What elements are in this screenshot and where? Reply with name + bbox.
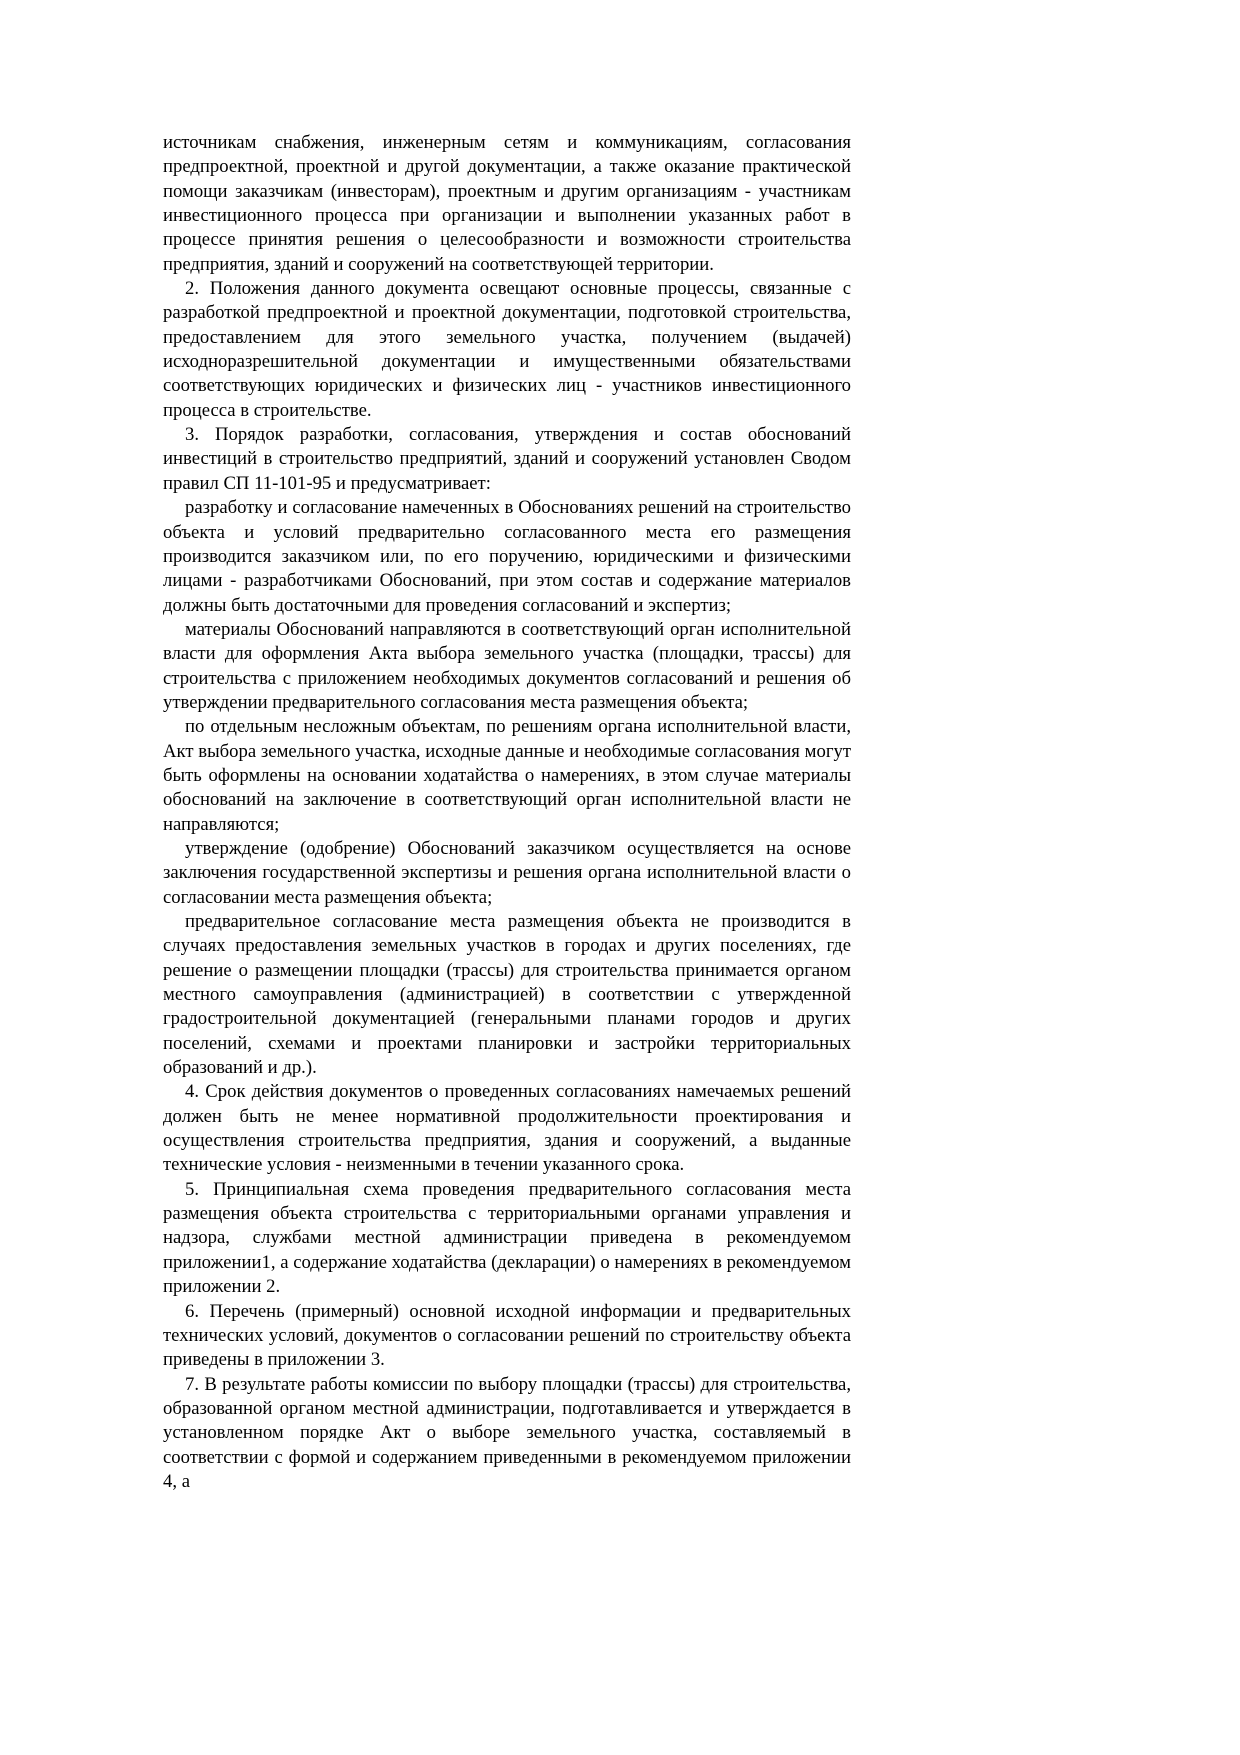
paragraph-bullet-2: материалы Обоснований направляются в соответствующий орган исполнительной власти для оформления Акта выбора земельного участка (площадки, трассы) для строительства с приложением необходимых документов согласований и решения об утверждении предварительного согласования места размещения объекта; — [163, 618, 851, 713]
paragraph-item-3: 3. Порядок разработки, согласования, утверждения и состав обоснований инвестиций в строительство предприятий, зданий и сооружений установлен Сводом правил СП 11-101-95 и предусматривает: — [163, 424, 851, 494]
document-text-column — [163, 131, 851, 1494]
paragraph-item-2: 2. Положения данного документа освещают основные процессы, связанные с разработкой предпроектной и проектной документации, подготовкой строительства, предоставлением для этого земельного участка, получением (выдачей) исходноразрешительной документации и имущественными обязательствами соответствующих юридических и физических лиц - участников инвестиционного процесса в строительстве. — [163, 278, 851, 421]
paragraph-item-6: 6. Перечень (примерный) основной исходной информации и предварительных технических условий, документов о согласовании решений по строительству объекта приведены в приложении 3. — [163, 1300, 851, 1371]
paragraph-continuation: источникам снабжения, инженерным сетям и коммуникациям, согласования предпроектной, проектной и другой документации, а также оказание практической помощи заказчикам (инвесторам), проектным и другим организациям - участникам инвестиционного процесса при организации и выполнении указанных работ в процессе принятия решения о целесообразности и возможности строительства предприятия, зданий и сооружений на соответствующей территории. — [163, 132, 851, 275]
paragraph-bullet-4: утверждение (одобрение) Обоснований заказчиком осуществляется на основе заключения государственной экспертизы и решения органа исполнительной власти о согласовании места размещения объекта; — [163, 837, 851, 908]
paragraph-item-4: 4. Срок действия документов о проведенных согласованиях намечаемых решений должен быть не менее нормативной продолжительности проектирования и осуществления строительства предприятия, здания и сооружений, а выданные технические условия - неизменными в течении указанного срока. — [163, 1081, 851, 1176]
paragraph-bullet-1: разработку и согласование намеченных в Обоснованиях решений на строительство объекта и условий предварительно согласованного места его размещения производится заказчиком или, по его поручению, юридическими и физическими лицами - разработчиками Обоснований, при этом состав и содержание материалов должны быть достаточными для проведения согласований и экспертиз; — [163, 497, 851, 616]
paragraph-bullet-5: предварительное согласование места размещения объекта не производится в случаях предоставления земельных участков в городах и других поселениях, где решение о размещении площадки (трассы) для строительства принимается органом местного самоуправления (администрацией) в соответствии с утвержденной градостроительной документацией (генеральными планами городов и других поселений, схемами и проектами планировки и застройки территориальных образований и др.). — [163, 911, 851, 1079]
paragraph-item-5: 5. Принципиальная схема проведения предварительного согласования места размещения объекта строительства с территориальными органами управления и надзора, службами местной администрации приведена в рекомендуемом приложении1, а содержание ходатайства (декларации) о намерениях в рекомендуемом приложении 2. — [163, 1178, 851, 1298]
paragraph-item-7: 7. В результате работы комиссии по выбору площадки (трассы) для строительства, образованной органом местной администрации, подготавливается и утверждается в установленном порядке Акт о выборе земельного участка, составляемый в соответствии с формой и содержанием приведенными в рекомендуемом приложении 4, а — [163, 1373, 851, 1492]
paragraph-bullet-3: по отдельным несложным объектам, по решениям органа исполнительной власти, Акт выбора земельного участка, исходные данные и необходимые согласования могут быть оформлены на основании ходатайства о намерениях, в этом случае материалы обоснований на заключение в соответствующий орган исполнительной власти не направляются; — [163, 716, 851, 835]
